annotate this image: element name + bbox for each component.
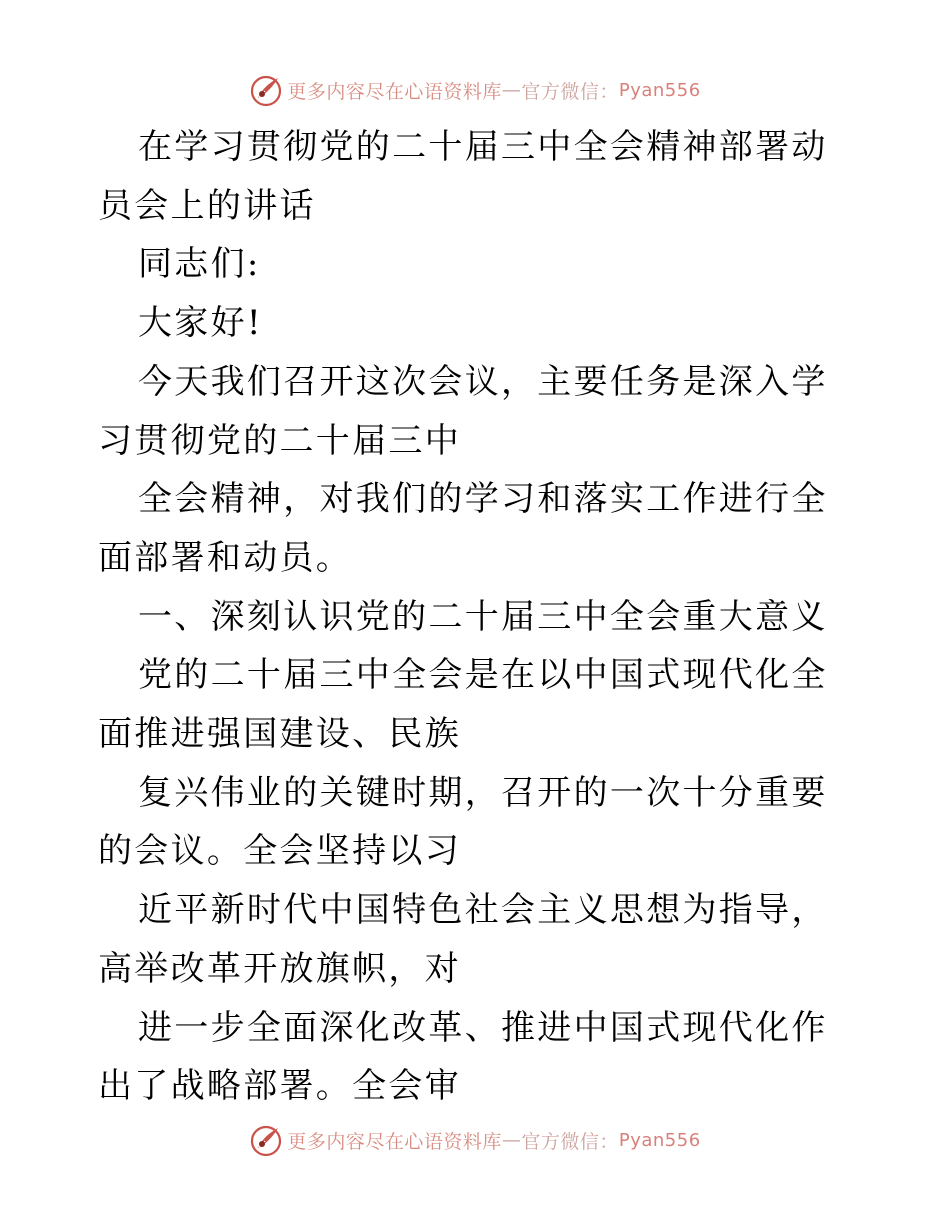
body-paragraph: 全会精神，对我们的学习和落实工作进行全面部署和动员。 (98, 479, 828, 578)
watermark-brand-text: 更多内容尽在心语资料库 (287, 80, 502, 103)
watermark-wechat-id: Pyan556 (618, 1129, 701, 1151)
watermark-wechat-label: 官方微信： (521, 80, 619, 103)
greeting: 大家好! (138, 303, 263, 344)
body-paragraph: 近平新时代中国特色社会主义思想为指导，高举改革开放旗帜，对 (98, 890, 828, 989)
section-heading: 一、深刻认识党的二十届三中全会重大意义 (138, 596, 828, 637)
watermark-dash: — (501, 79, 522, 101)
body-paragraph: 党的二十届三中全会是在以中国式现代化全面推进强国建设、民族 (98, 655, 828, 755)
salutation: 同志们: (138, 244, 261, 285)
document-body (98, 118, 858, 1116)
header-watermark (0, 68, 950, 112)
feather-pen-seal-icon (249, 1123, 283, 1157)
speech-title: 在学习贯彻党的二十届三中全会精神部署动员会上的讲话 (98, 127, 828, 226)
body-paragraph: 复兴伟业的关键时期，召开的一次十分重要的会议。全会坚持以习 (98, 772, 828, 872)
body-paragraph: 今天我们召开这次会议，主要任务是深入学习贯彻党的二十届三中 (98, 361, 828, 461)
body-paragraph: 进一步全面深化改革、推进中国式现代化作出了战略部署。全会审 (98, 1007, 828, 1107)
watermark-wechat-label: 官方微信： (521, 1130, 619, 1153)
footer-watermark (0, 1118, 950, 1162)
watermark-dash: — (501, 1129, 522, 1151)
feather-pen-seal-icon (249, 73, 283, 107)
watermark-brand-text: 更多内容尽在心语资料库 (287, 1130, 502, 1153)
watermark-wechat-id: Pyan556 (618, 79, 701, 101)
